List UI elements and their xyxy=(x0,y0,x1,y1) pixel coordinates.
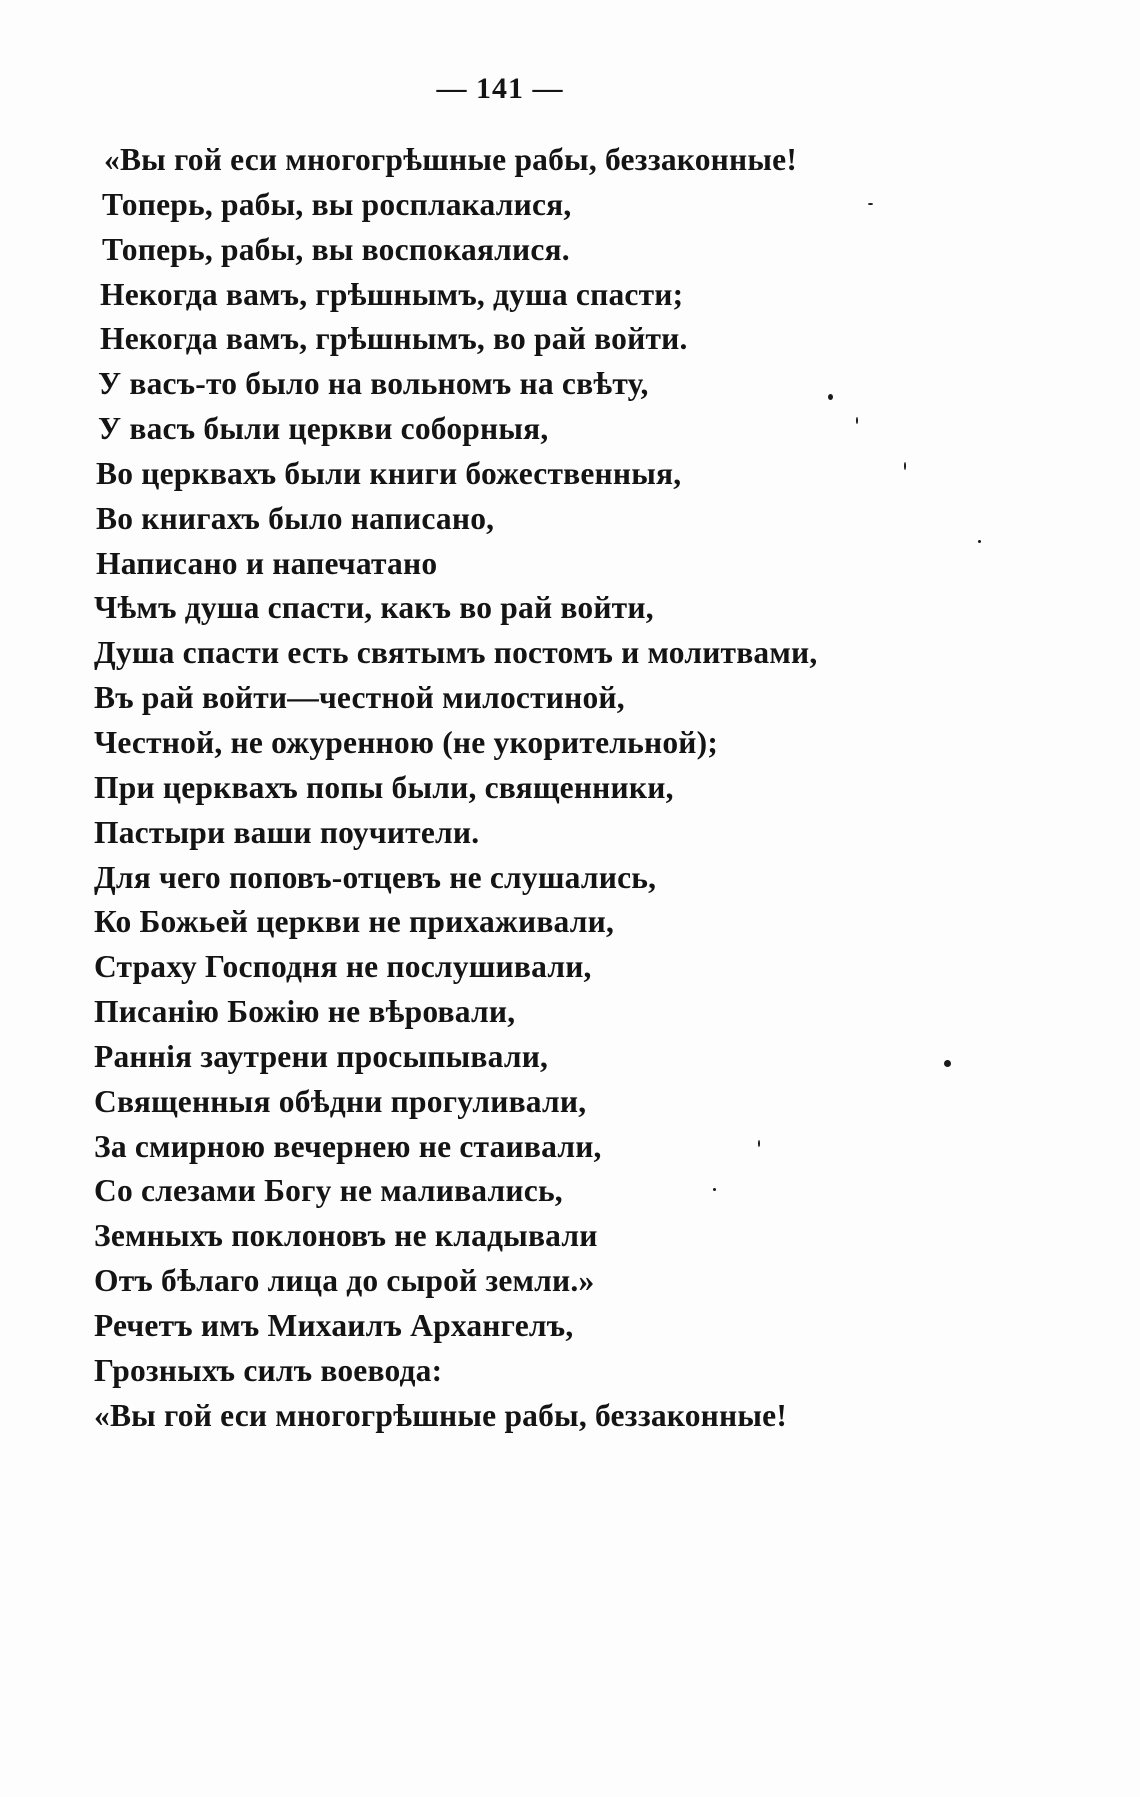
poem-line: Честной, не ожуренною (не укорительной); xyxy=(94,724,719,760)
poem-line: Душа спасти есть святымъ постомъ и молитвами, xyxy=(94,635,818,671)
poem-line: Топерь, рабы, вы воспокаялися. xyxy=(102,231,570,267)
print-speck xyxy=(856,417,858,424)
poem-line: Чѣмъ душа спасти, какъ во рай войти, xyxy=(94,590,654,626)
print-speck xyxy=(868,203,873,205)
poem-line: Земныхъ поклоновъ не кладывали xyxy=(94,1218,598,1254)
page-number: — 141 — xyxy=(436,72,564,105)
poem-line: Со слезами Богу не маливались, xyxy=(94,1173,563,1209)
poem-line: «Вы гой еси многогрѣшные рабы, беззаконные! xyxy=(104,142,798,177)
poem-line: Написано и напечатано xyxy=(96,545,438,581)
poem-line: «Вы гой еси многогрѣшные рабы, беззаконные! xyxy=(94,1397,788,1433)
poem-line: Во церквахъ были книги божественныя, xyxy=(96,455,682,491)
poem-line: Отъ бѣлаго лица до сырой земли.» xyxy=(94,1263,595,1299)
poem-line: Топерь, рабы, вы росплакалися, xyxy=(102,186,572,222)
print-speck xyxy=(904,462,906,470)
poem-line: Писанію Божію не вѣровали, xyxy=(94,994,516,1030)
poem-line: Священныя обѣдни прогуливали, xyxy=(94,1083,587,1119)
print-speck xyxy=(758,1140,760,1147)
poem-line: Во книгахъ было написано, xyxy=(96,500,495,536)
poem-line: При церквахъ попы были, священники, xyxy=(94,769,674,805)
poem-line: Въ рай войти—честной милостиной, xyxy=(94,680,625,716)
poem-line: Ко Божьей церкви не прихаживали, xyxy=(94,904,615,940)
print-speck xyxy=(978,540,981,543)
poem-line: Грозныхъ силъ воевода: xyxy=(94,1352,443,1388)
poem-line: За смирною вечернею не стаивали, xyxy=(94,1128,602,1164)
poem-line: Некогда вамъ, грѣшнымъ, во рай войти. xyxy=(100,321,688,357)
poem-line: У васъ были церкви соборныя, xyxy=(98,411,549,447)
poem-line: Пастыри ваши поучители. xyxy=(94,814,480,850)
poem-line: Речетъ имъ Михаилъ Архангелъ, xyxy=(94,1307,574,1343)
poem-line: У васъ-то было на вольномъ на свѣту, xyxy=(98,366,649,402)
poem-line: Страху Господня не послушивали, xyxy=(94,949,592,985)
poem-line: Раннія заутрени просыпывали, xyxy=(94,1038,549,1074)
poem-text xyxy=(94,138,994,1438)
poem-line: Некогда вамъ, грѣшнымъ, душа спасти; xyxy=(100,276,684,312)
print-speck xyxy=(944,1060,951,1067)
print-speck xyxy=(713,1188,716,1191)
print-speck xyxy=(828,394,833,400)
poem-line: Для чего поповъ-отцевъ не слушались, xyxy=(94,859,657,895)
